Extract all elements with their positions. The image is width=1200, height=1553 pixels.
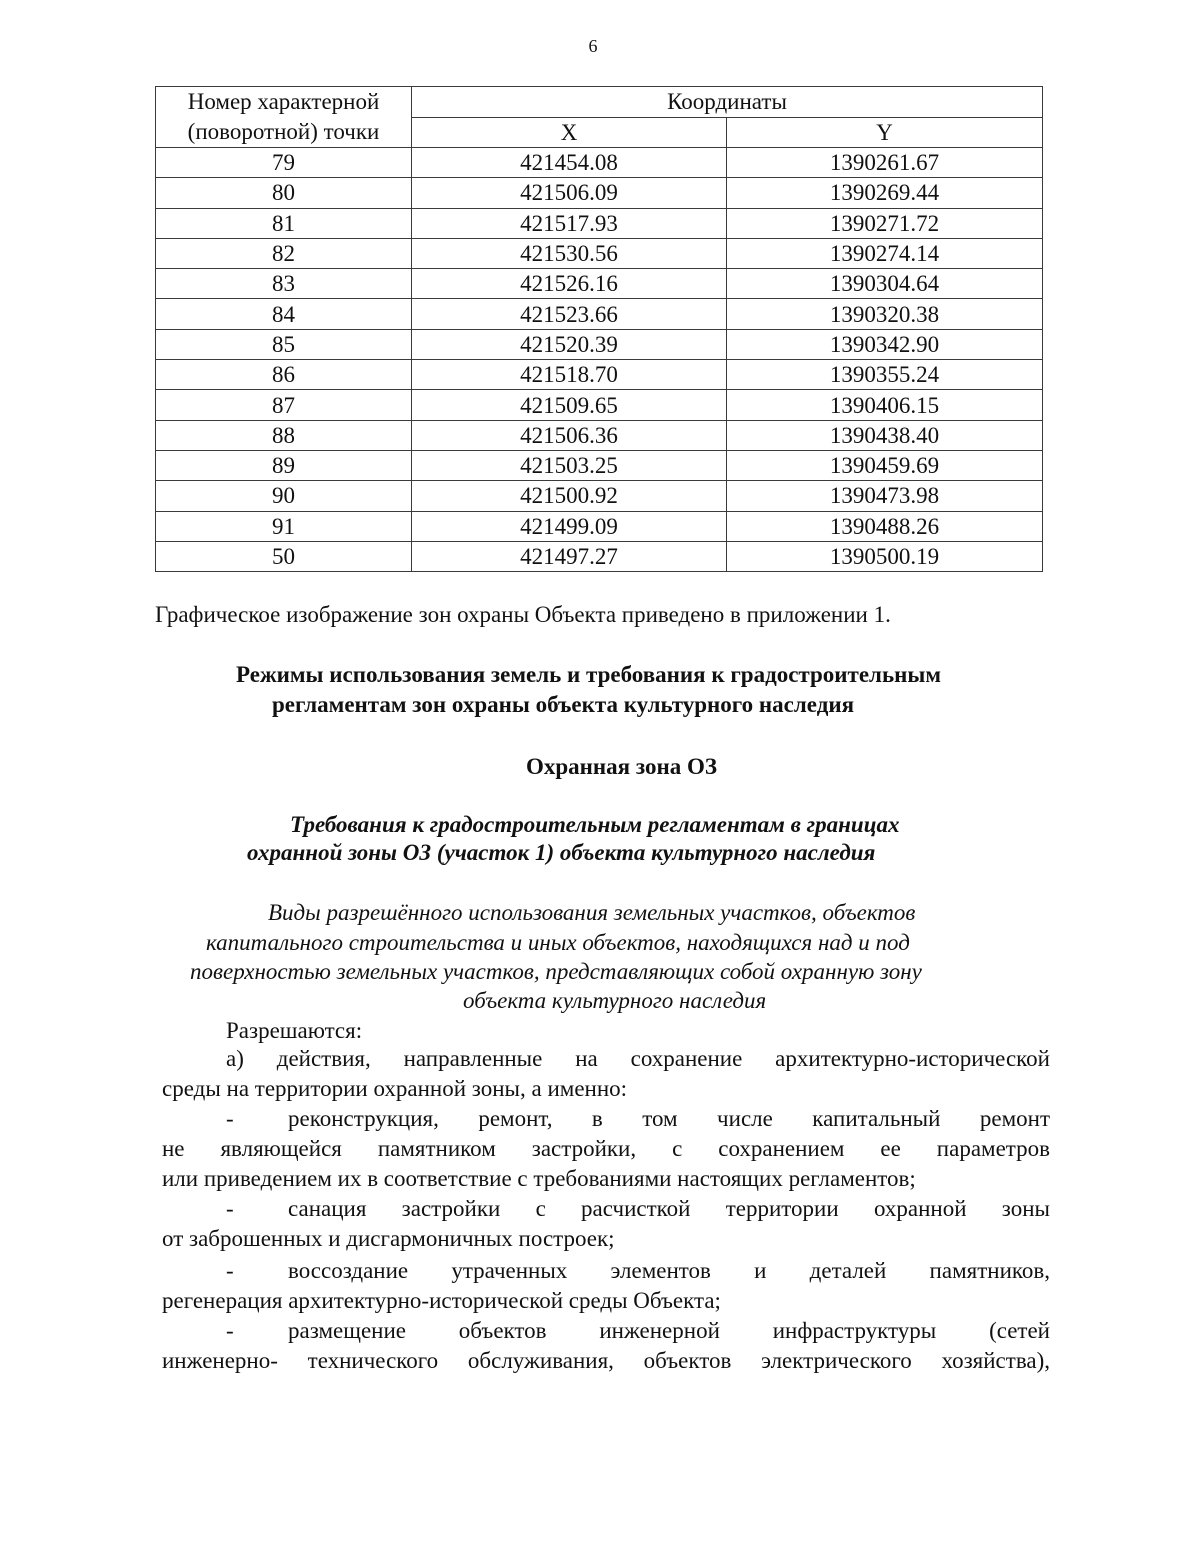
usage-heading-line3: поверхностью земельных участков, представляющих собой охранную зону [190,959,922,984]
bullet-2 [226,1194,1050,1224]
cell-x: 421526.16 [412,269,727,299]
table-row [156,299,1043,329]
table-row [156,238,1043,268]
cell-y: 1390488.26 [727,511,1043,541]
cell-y: 1390269.44 [727,178,1043,208]
cell-y: 1390500.19 [727,541,1043,571]
page-number: 6 [588,36,598,56]
table-row [156,329,1043,359]
cell-y: 1390304.64 [727,269,1043,299]
usage-heading-line4: объекта культурного наследия [463,988,767,1013]
section-heading-line2: регламентам зон охраны объекта культурного наследия [272,692,855,717]
coordinates-table [155,86,1043,572]
bullet-2-line1: санация застройки с расчисткой территории охранной зоны [288,1196,1050,1221]
cell-x: 421517.93 [412,208,727,238]
table-row [156,148,1043,178]
bullet-1-line2: не являющейся памятником застройки, с сохранением ее параметров [162,1136,1050,1161]
table-row [156,208,1043,238]
cell-x: 421506.36 [412,420,727,450]
cell-point: 84 [156,299,412,329]
cell-x: 421518.70 [412,360,727,390]
requirements-heading-line2: охранной зоны ОЗ (участок 1) объекта культурного наследия [247,840,876,865]
cell-y: 1390473.98 [727,481,1043,511]
table-row [156,178,1043,208]
cell-x: 421500.92 [412,481,727,511]
item-a-line2: среды на территории охранной зоны, а именно: [162,1076,628,1101]
header-y: Y [727,117,1043,148]
cell-y: 1390438.40 [727,420,1043,450]
table-row [156,420,1043,450]
cell-y: 1390261.67 [727,148,1043,178]
cell-x: 421454.08 [412,148,727,178]
bullet-dash: - [226,1318,234,1343]
bullet-1 [226,1104,1050,1134]
header-point-line1: Номер характерной [187,89,380,114]
bullet-4-line2: инженерно- технического обслуживания, объектов электрического хозяйства), [162,1348,1050,1373]
table-row [156,481,1043,511]
cell-x: 421523.66 [412,299,727,329]
table-row [156,511,1043,541]
cell-x: 421506.09 [412,178,727,208]
cell-point: 91 [156,511,412,541]
cell-point: 87 [156,390,412,420]
bullet-3 [226,1256,1050,1286]
cell-x: 421503.25 [412,450,727,480]
bullet-3-line1: воссоздание утраченных элементов и деталей памятников, [288,1258,1050,1283]
item-a-line1: а) действия, направленные на сохранение архитектурно-исторической [226,1046,1050,1071]
bullet-4 [226,1316,1050,1346]
cell-x: 421509.65 [412,390,727,420]
section-heading-line1: Режимы использования земель и требования к градостроительным [236,662,942,687]
cell-y: 1390320.38 [727,299,1043,329]
cell-y: 1390459.69 [727,450,1043,480]
cell-point: 80 [156,178,412,208]
header-x: X [412,117,727,148]
header-coordinates: Координаты [412,87,1043,118]
cell-point: 81 [156,208,412,238]
zone-heading: Охранная зона ОЗ [526,754,718,779]
table-row [156,390,1043,420]
table-header-row [156,87,1043,118]
bullet-dash: - [226,1106,234,1131]
cell-y: 1390271.72 [727,208,1043,238]
graphic-note: Графическое изображение зон охраны Объекта приведено в приложении 1. [155,602,891,627]
cell-y: 1390406.15 [727,390,1043,420]
cell-point: 90 [156,481,412,511]
bullet-dash: - [226,1258,234,1283]
cell-point: 83 [156,269,412,299]
header-point-line2: (поворотной) точки [187,119,380,144]
bullet-dash: - [226,1196,234,1221]
bullet-4-line1: размещение объектов инженерной инфраструктуры (сетей [288,1318,1050,1343]
cell-x: 421520.39 [412,329,727,359]
cell-point: 86 [156,360,412,390]
allowed-label: Разрешаются: [226,1018,363,1043]
cell-point: 50 [156,541,412,571]
table-row [156,360,1043,390]
bullet-3-line2: регенерация архитектурно-исторической среды Объекта; [162,1288,721,1313]
cell-y: 1390342.90 [727,329,1043,359]
cell-point: 79 [156,148,412,178]
table-row [156,269,1043,299]
usage-heading-line1: Виды разрешённого использования земельных участков, объектов [268,900,916,925]
requirements-heading-line1: Требования к градостроительным регламентам в границах [290,812,900,837]
bullet-1-line3: или приведением их в соответствие с требованиями настоящих регламентов; [162,1166,916,1191]
cell-y: 1390355.24 [727,360,1043,390]
cell-x: 421530.56 [412,238,727,268]
cell-point: 88 [156,420,412,450]
cell-point: 89 [156,450,412,480]
bullet-2-line2: от заброшенных и дисгармоничных построек; [162,1226,615,1251]
cell-x: 421497.27 [412,541,727,571]
cell-point: 82 [156,238,412,268]
cell-point: 85 [156,329,412,359]
bullet-1-line1: реконструкция, ремонт, в том числе капитальный ремонт [288,1106,1050,1131]
cell-y: 1390274.14 [727,238,1043,268]
cell-x: 421499.09 [412,511,727,541]
table-row [156,450,1043,480]
usage-heading-line2: капитального строительства и иных объектов, находящихся над и под [206,930,910,955]
table-row [156,541,1043,571]
header-point-number [156,87,412,148]
